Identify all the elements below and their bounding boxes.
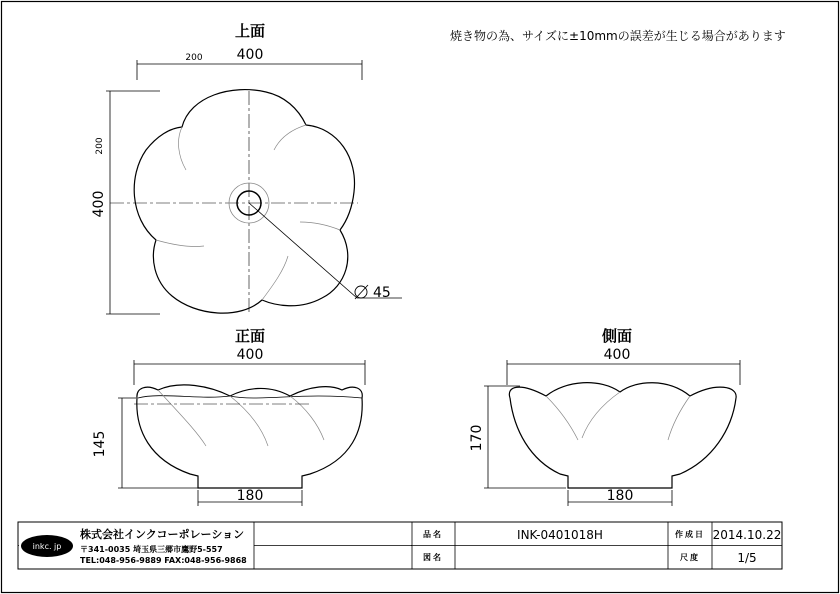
front-base-dim: 180 bbox=[236, 488, 264, 504]
top-petal-curves bbox=[156, 125, 340, 300]
side-base-dim: 180 bbox=[606, 488, 634, 504]
side-view bbox=[469, 327, 740, 506]
front-bowl-outline bbox=[137, 398, 362, 488]
side-rim-petals bbox=[509, 383, 736, 398]
date-label: 作成日 bbox=[675, 530, 705, 539]
top-height-half-dim: 200 bbox=[95, 137, 105, 155]
tolerance-note: 焼き物の為、サイズに±10mmの誤差が生じる場合があります bbox=[450, 29, 786, 43]
company-name: 株式会社インクコーポレーション bbox=[80, 528, 245, 541]
top-half-dim: 200 bbox=[185, 53, 203, 63]
side-view-title: 側面 bbox=[601, 327, 633, 345]
side-bowl-outline bbox=[510, 398, 736, 488]
drawing-name-label: 図名 bbox=[423, 553, 443, 562]
product-name-value: INK-0401018H bbox=[517, 528, 603, 542]
date-value: 2014.10.22 bbox=[712, 528, 782, 542]
front-view bbox=[92, 327, 365, 506]
title-block bbox=[18, 522, 782, 569]
side-petal-curves bbox=[546, 392, 690, 440]
scale-label: 尺度 bbox=[680, 553, 700, 562]
company-address: 〒341-0035 埼玉県三郷市鷹野5-557 bbox=[80, 545, 223, 554]
top-view bbox=[91, 22, 402, 314]
side-width-dim: 400 bbox=[603, 347, 631, 363]
top-width-dim: 400 bbox=[236, 47, 264, 63]
company-contact: TEL:048-956-9889 FAX:048-956-9868 bbox=[80, 556, 247, 565]
company-logo-text: inkc. jp bbox=[32, 542, 62, 551]
top-view-title: 上面 bbox=[234, 22, 266, 40]
drain-dim: 45 bbox=[373, 285, 391, 301]
top-height-dim: 400 bbox=[91, 190, 107, 218]
front-petal-curves bbox=[158, 390, 324, 446]
front-view-title: 正面 bbox=[234, 327, 266, 345]
side-height-dim: 170 bbox=[469, 424, 485, 452]
scale-value: 1/5 bbox=[737, 551, 757, 565]
front-height-dim: 145 bbox=[92, 430, 108, 458]
product-name-label: 品名 bbox=[423, 530, 443, 539]
top-flower-outline bbox=[134, 90, 354, 314]
sheet-border bbox=[2, 2, 839, 593]
front-rim-inner bbox=[138, 396, 362, 398]
front-width-dim: 400 bbox=[236, 347, 264, 363]
drain-leader bbox=[249, 203, 357, 298]
